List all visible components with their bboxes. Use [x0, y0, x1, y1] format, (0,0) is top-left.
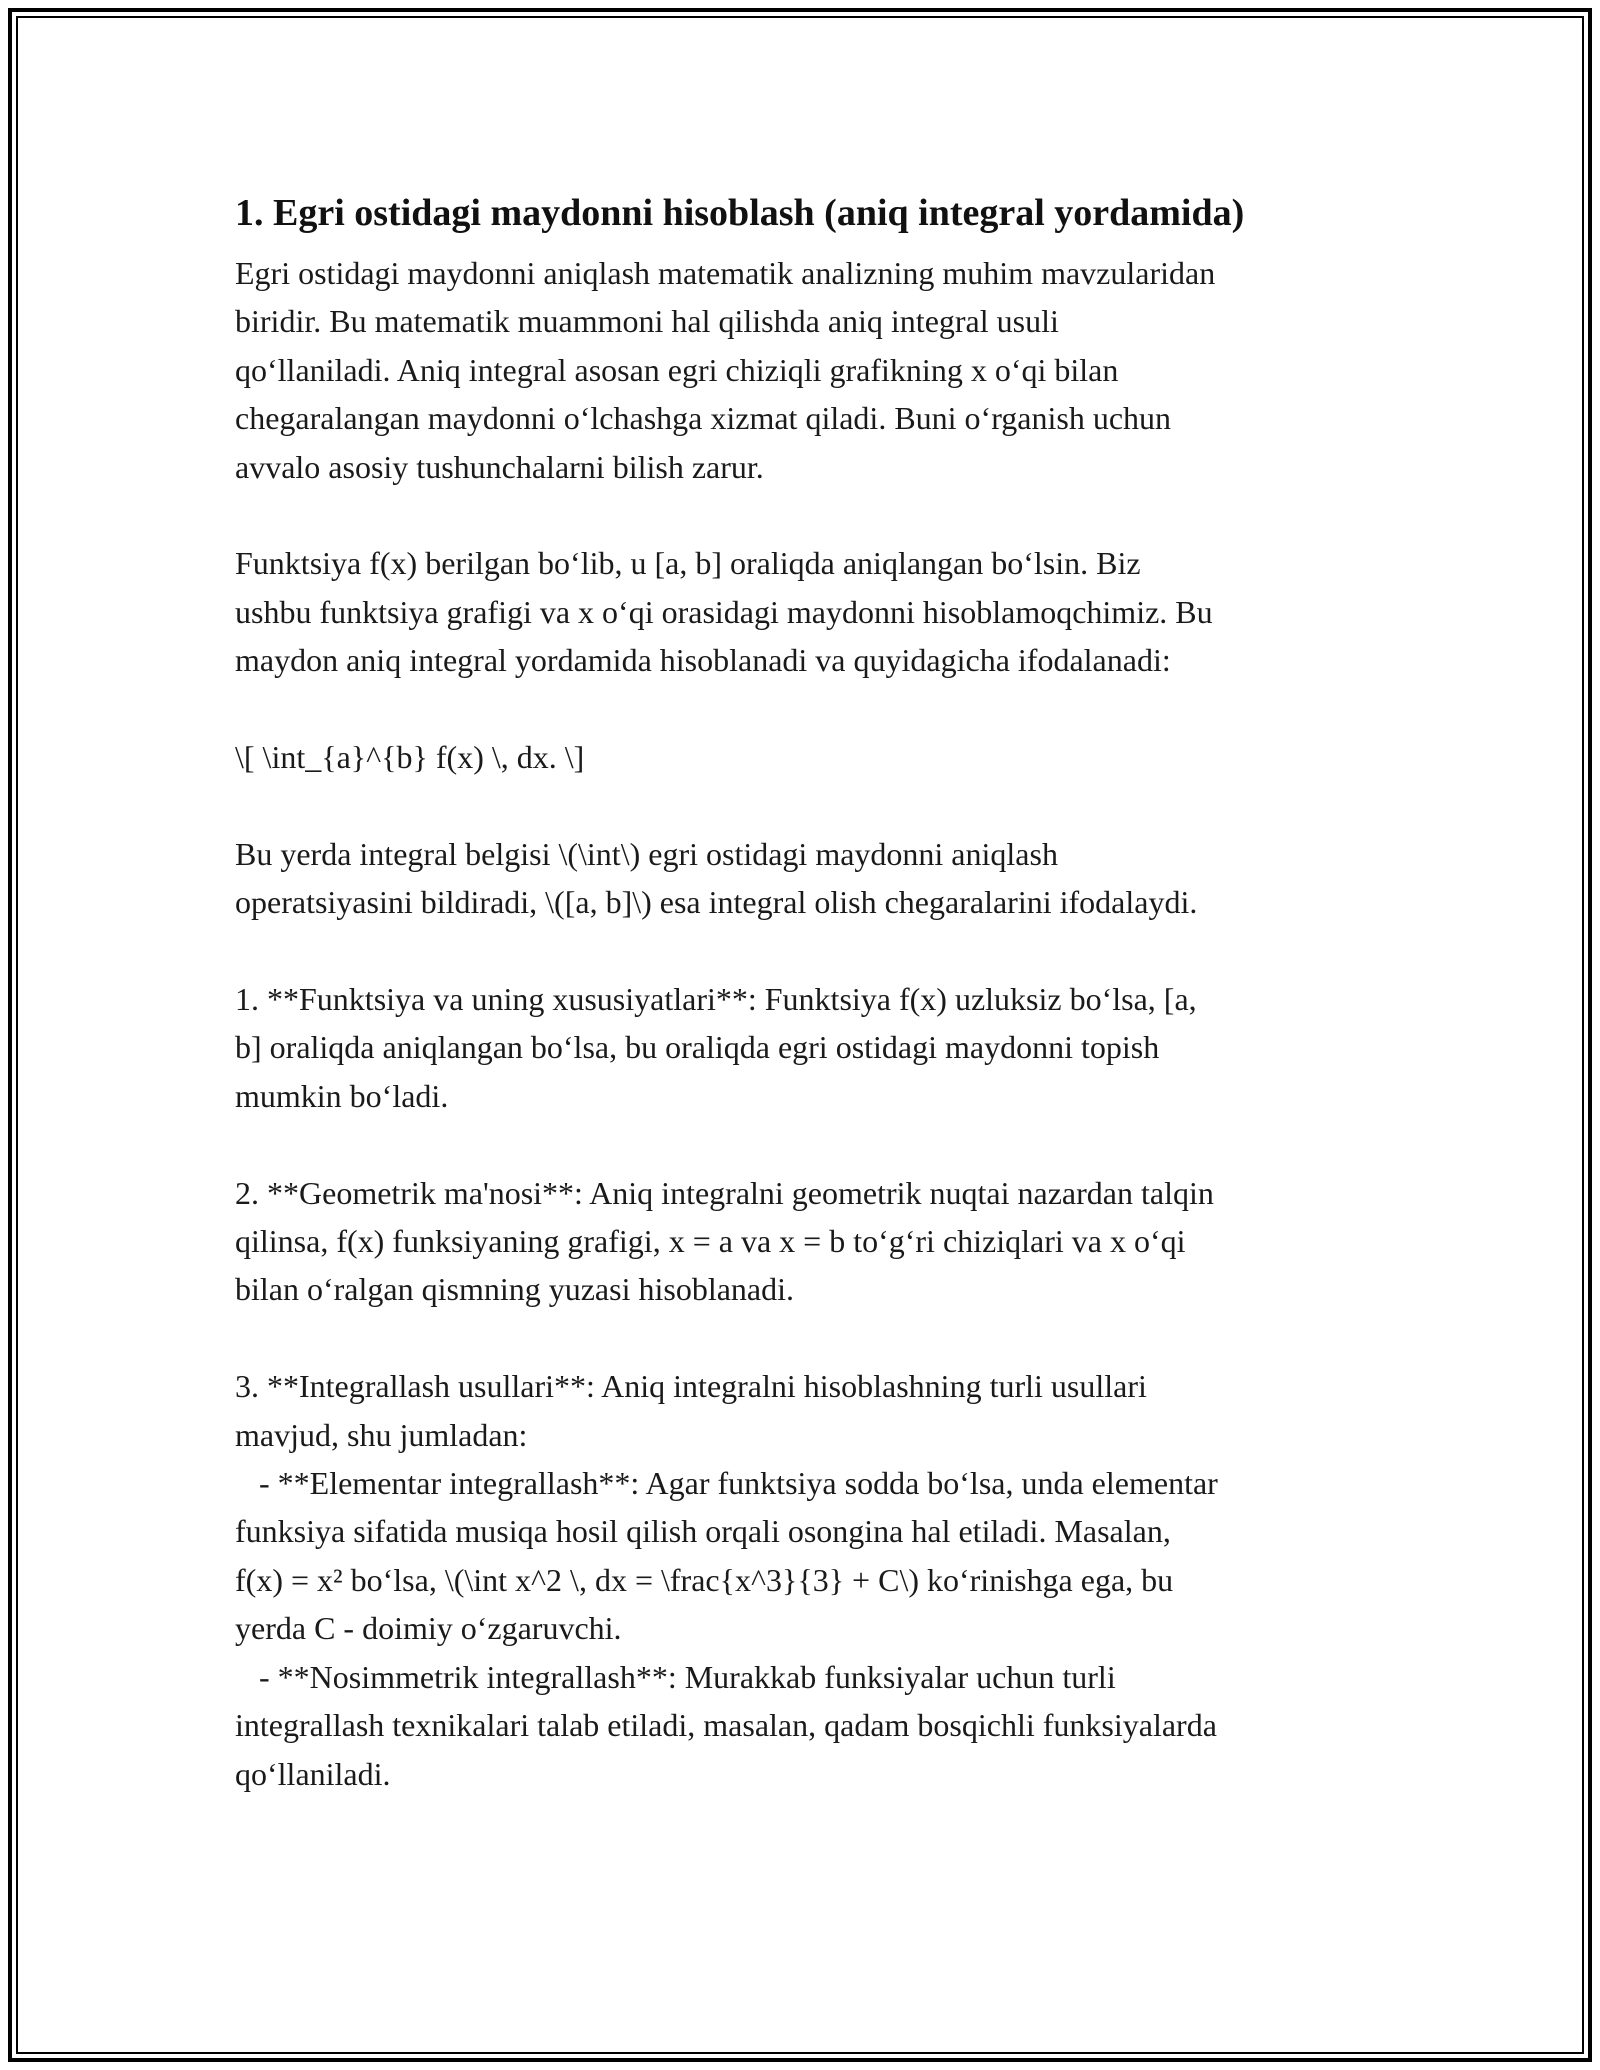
paragraph-line: Egri ostidagi maydonni aniqlash matematik analizning muhim mavzularidan [235, 255, 1216, 291]
paragraph-line: yerda C - doimiy o‘zgaruvchi. [235, 1610, 622, 1647]
paragraph-line: mumkin bo‘ladi. [235, 1077, 449, 1114]
paragraph-line: b] oraliqda aniqlangan bo‘lsa, bu oraliqda egri ostidagi maydonni topish [235, 1029, 1160, 1066]
paragraph-line: funksiya sifatida musiqa hosil qilish orqali osongina hal etiladi. Masalan, [235, 1513, 1171, 1550]
paragraph-line: Funktsiya f(x) berilgan bo‘lib, u [a, b] oraliqda aniqlangan bo‘lsin. Biz [235, 545, 1141, 582]
paragraph-line: operatsiyasini bildiradi, \([a, b]\) esa integral olish chegaralarini ifodalaydi. [235, 884, 1198, 921]
paragraph-line: ushbu funktsiya grafigi va x o‘qi orasidagi maydonni hisoblamoqchimiz. Bu [235, 593, 1213, 630]
paragraph-line: avvalo asosiy tushunchalarni bilish zarur. [235, 448, 764, 485]
paragraph-line: chegaralangan maydonni o‘lchashga xizmat qiladi. Buni o‘rganish uchun [235, 400, 1172, 437]
paragraph-gap [235, 1314, 1370, 1362]
paragraph-line: Bu yerda integral belgisi \(\int\) egri ostidagi maydonni aniqlash [235, 835, 1058, 872]
paragraph-line: - **Elementar integrallash**: Agar funktsiya sodda bo‘lsa, unda elementar [235, 1465, 1218, 1502]
document-body [235, 185, 1370, 1798]
paragraph-line: 1. **Funktsiya va uning xususiyatlari**: Funktsiya f(x) uzluksiz bo‘lsa, [a, [235, 981, 1197, 1018]
paragraph [235, 1362, 1370, 1798]
paragraph [235, 249, 1370, 491]
paragraph [235, 1169, 1370, 1314]
paragraph-line: integrallash texnikalari talab etiladi, masalan, qadam bosqichli funksiyalarda [235, 1707, 1217, 1744]
paragraph-line: bilan o‘ralgan qismning yuzasi hisoblanadi. [235, 1271, 794, 1308]
paragraph-gap [235, 1120, 1370, 1168]
paragraph-line: biridir. Bu matematik muammoni hal qilishda aniq integral usuli [235, 303, 1059, 340]
paragraph-list [235, 249, 1370, 1798]
paragraph [235, 975, 1370, 1120]
paragraph-line: 3. **Integrallash usullari**: Aniq integralni hisoblashning turli usullari [235, 1368, 1147, 1405]
paragraph [235, 733, 1370, 781]
paragraph-line: 2. **Geometrik ma'nosi**: Aniq integralni geometrik nuqtai nazardan talqin [235, 1174, 1214, 1211]
paragraph-gap [235, 491, 1370, 539]
paragraph-gap [235, 685, 1370, 733]
paragraph-line: maydon aniq integral yordamida hisoblanadi va quyidagicha ifodalanadi: [235, 642, 1171, 679]
paragraph-gap [235, 927, 1370, 975]
paragraph-line: qo‘llaniladi. [235, 1755, 391, 1792]
paragraph [235, 830, 1370, 927]
paragraph-line: mavjud, shu jumladan: [235, 1416, 528, 1453]
paragraph-line: qilinsa, f(x) funksiyaning grafigi, x = a va x = b to‘g‘ri chiziqlari va x o‘qi [235, 1223, 1186, 1260]
paragraph-line: \[ \int_{a}^{b} f(x) \, dx. \] [235, 739, 585, 776]
paragraph-line: qo‘llaniladi. Aniq integral asosan egri chiziqli grafikning x o‘qi bilan [235, 351, 1119, 388]
paragraph-line: f(x) = x² bo‘lsa, \(\int x^2 \, dx = \frac{x^3}{3} + C\) ko‘rinishga ega, bu [235, 1561, 1174, 1598]
paragraph-gap [235, 781, 1370, 829]
document-title: 1. Egri ostidagi maydonni hisoblash (aniq integral yordamida) [235, 192, 1245, 234]
paragraph-line: - **Nosimmetrik integrallash**: Murakkab funksiyalar uchun turli [235, 1658, 1116, 1695]
paragraph [235, 539, 1370, 684]
